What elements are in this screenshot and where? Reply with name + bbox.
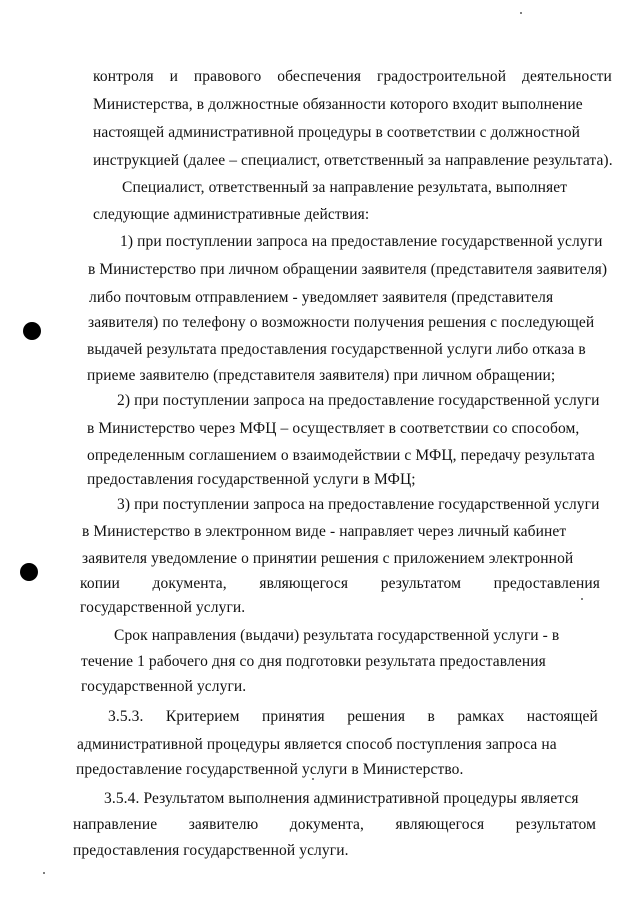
text-line: предоставления государственной услуги. bbox=[73, 842, 349, 859]
text-line-justified bbox=[80, 574, 600, 594]
text-line: либо почтовым отправлением - уведомляет заявителя (представителя bbox=[89, 289, 554, 306]
word: документа, bbox=[152, 575, 227, 592]
word: решения bbox=[347, 708, 406, 725]
text-line: в Министерство при личном обращении заявителя (представителя заявителя) bbox=[88, 261, 608, 278]
word: градостроительной bbox=[376, 68, 507, 85]
text-line: государственной услуги. bbox=[80, 599, 246, 616]
text-line: государственной услуги. bbox=[81, 678, 247, 695]
text-line: следующие административные действия: bbox=[93, 206, 370, 223]
word: рамках bbox=[457, 708, 505, 725]
text-line: приеме заявителю (представителя заявителя) при личном обращении; bbox=[87, 367, 556, 384]
punch-hole-bottom bbox=[20, 563, 38, 581]
word: контроля bbox=[93, 68, 154, 85]
word: Критерием bbox=[165, 708, 240, 725]
word: настоящей bbox=[526, 708, 598, 725]
word: обеспечения bbox=[277, 68, 362, 85]
word: заявителю bbox=[188, 816, 259, 833]
word: являющегося bbox=[259, 575, 349, 592]
word: документа, bbox=[289, 816, 364, 833]
word: принятия bbox=[262, 708, 325, 725]
text-line: выдачей результата предоставления государственной услуги либо отказа в bbox=[87, 341, 586, 358]
text-line: предоставление государственной услуги в Министерство. bbox=[76, 761, 464, 778]
word: правового bbox=[193, 68, 262, 85]
word: являющегося bbox=[395, 816, 485, 833]
text-line: в Министерство в электронном виде - направляет через личный кабинет bbox=[82, 523, 567, 540]
text-line: заявителя) по телефону о возможности получения решения с последующей bbox=[88, 314, 595, 331]
word: результатом bbox=[515, 816, 596, 833]
word: и bbox=[169, 68, 178, 85]
punch-hole-top bbox=[23, 322, 41, 340]
text-line: 3.5.4. Результатом выполнения административной процедуры является bbox=[104, 790, 579, 807]
text-line: Министерства, в должностные обязанности которого входит выполнение bbox=[93, 96, 583, 113]
text-line: Специалист, ответственный за направление результата, выполняет bbox=[122, 179, 568, 196]
text-line-justified bbox=[93, 67, 612, 87]
section-number: 3.5.3. bbox=[108, 708, 144, 725]
text-line: настоящей административной процедуры в соответствии с должностной bbox=[93, 124, 580, 141]
text-line-justified bbox=[73, 815, 596, 835]
word: результатом bbox=[380, 575, 462, 592]
word: предоставления bbox=[493, 575, 600, 592]
text-line: Срок направления (выдачи) результата государственной услуги - в bbox=[114, 627, 560, 644]
text-line-justified bbox=[108, 707, 598, 727]
text-line: течение 1 рабочего дня со дня подготовки результата предоставления bbox=[81, 653, 546, 670]
scan-speck bbox=[520, 12, 522, 14]
text-line: предоставления государственной услуги в МФЦ; bbox=[87, 471, 416, 488]
word: деятельности bbox=[522, 68, 612, 85]
word: копии bbox=[80, 575, 120, 592]
text-line: заявителя уведомление о принятии решения с приложением электронной bbox=[82, 550, 574, 567]
text-line: 3) при поступлении запроса на предоставление государственной услуги bbox=[117, 496, 600, 513]
text-line: в Министерство через МФЦ – осуществляет в соответствии со способом, bbox=[87, 420, 580, 437]
text-line: инструкцией (далее – специалист, ответственный за направление результата). bbox=[93, 152, 613, 169]
scan-speck bbox=[581, 598, 583, 600]
text-line: административной процедуры является способ поступления запроса на bbox=[77, 736, 557, 753]
text-line: 1) при поступлении запроса на предоставление государственной услуги bbox=[120, 233, 603, 250]
word: в bbox=[427, 708, 435, 725]
text-line: 2) при поступлении запроса на предоставление государственной услуги bbox=[117, 392, 600, 409]
scan-speck bbox=[43, 872, 45, 874]
word: направление bbox=[73, 816, 158, 833]
text-line: определенным соглашением о взаимодействии с МФЦ, передачу результата bbox=[87, 447, 595, 464]
